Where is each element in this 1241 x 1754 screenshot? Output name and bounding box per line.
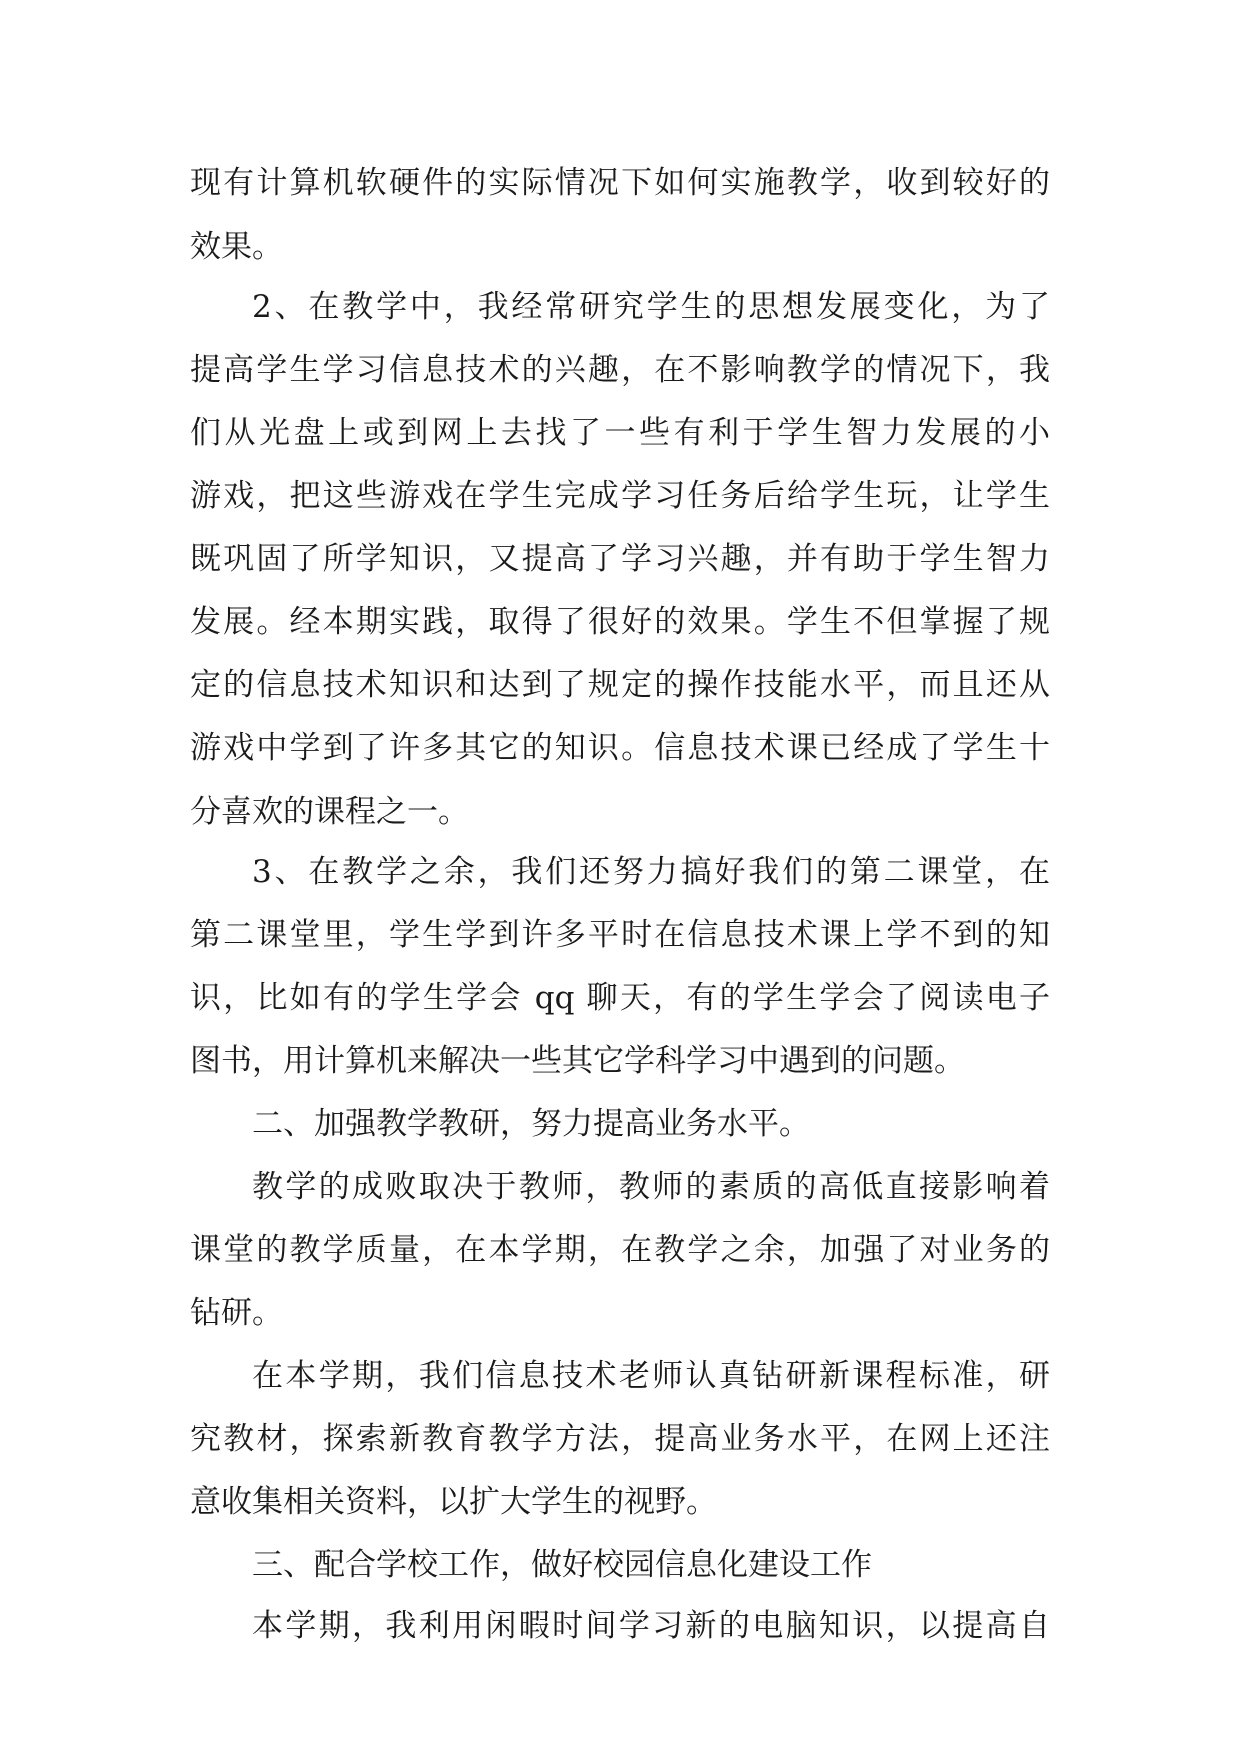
- text-line: 课堂的教学质量，在本学期，在教学之余，加强了对业务的: [190, 1232, 1050, 1268]
- text-line: 意收集相关资料，以扩大学生的视野。: [190, 1484, 717, 1520]
- text-line: 图书，用计算机来解决一些其它学科学习中遇到的问题。: [190, 1043, 965, 1079]
- text-line: 游戏中学到了许多其它的知识。信息技术课已经成了学生十: [190, 730, 1050, 766]
- section-heading: 二、加强教学教研，努力提高业务水平。: [252, 1106, 810, 1142]
- paragraph-first-line: 2、在教学中，我经常研究学生的思想发展变化，为了: [252, 289, 1050, 325]
- text-line: 们从光盘上或到网上去找了一些有利于学生智力发展的小: [190, 415, 1050, 451]
- text-line: 既巩固了所学知识，又提高了学习兴趣，并有助于学生智力: [190, 541, 1050, 577]
- text-line: 效果。: [190, 229, 283, 265]
- text-line: 发展。经本期实践，取得了很好的效果。学生不但掌握了规: [190, 604, 1050, 640]
- text-line: 游戏，把这些游戏在学生完成学习任务后给学生玩，让学生: [190, 478, 1050, 514]
- text-line: 究教材，探索新教育教学方法，提高业务水平，在网上还注: [190, 1421, 1050, 1457]
- paragraph-first-line: 3、在教学之余，我们还努力搞好我们的第二课堂，在: [252, 854, 1050, 890]
- text-line: 定的信息技术知识和达到了规定的操作技能水平，而且还从: [190, 667, 1050, 703]
- text-line: 分喜欢的课程之一。: [190, 794, 469, 830]
- section-heading: 三、配合学校工作，做好校园信息化建设工作: [252, 1547, 872, 1583]
- paragraph-first-line: 在本学期，我们信息技术老师认真钻研新课程标准，研: [252, 1358, 1050, 1394]
- text-line: 钻研。: [190, 1295, 283, 1331]
- text-line: 现有计算机软硬件的实际情况下如何实施教学，收到较好的: [190, 165, 1050, 201]
- text-line: 提高学生学习信息技术的兴趣，在不影响教学的情况下，我: [190, 352, 1050, 388]
- paragraph-first-line: 本学期，我利用闲暇时间学习新的电脑知识，以提高自: [252, 1608, 1050, 1644]
- paragraph-first-line: 教学的成败取决于教师，教师的素质的高低直接影响着: [252, 1169, 1050, 1205]
- text-line: 第二课堂里，学生学到许多平时在信息技术课上学不到的知: [190, 917, 1050, 953]
- text-line: 识，比如有的学生学会 qq 聊天，有的学生学会了阅读电子: [190, 980, 1050, 1016]
